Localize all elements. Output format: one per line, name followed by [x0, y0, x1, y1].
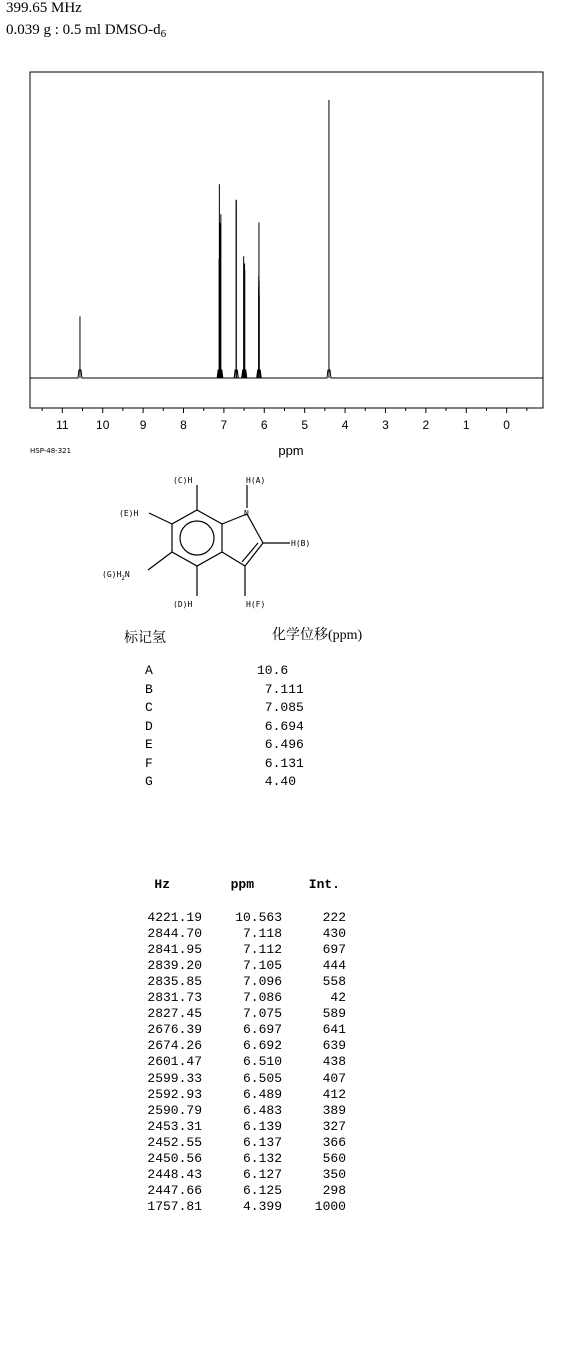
peak-row [0, 974, 570, 990]
peak-int: 589 [322, 1006, 346, 1022]
peak-hz: 2844.70 [147, 926, 202, 942]
peak-hz: 2839.20 [147, 958, 202, 974]
label-d-h: (D)H [173, 600, 193, 609]
peak-hz: 2676.39 [147, 1022, 202, 1038]
peak-ppm: 6.125 [242, 1182, 282, 1198]
peak-hz: 4221.19 [147, 910, 202, 925]
peak-ppm: 7.086 [242, 990, 282, 1006]
peak-row [0, 1006, 570, 1022]
peak-row [0, 1151, 570, 1167]
peak-row [0, 1167, 570, 1183]
x-tick-label: 11 [56, 418, 69, 432]
label-g-sub: 2 [121, 575, 125, 582]
peak-row [0, 1199, 570, 1215]
bond-nh2-g [148, 552, 172, 570]
bond-c3-c3a [222, 552, 245, 566]
assignment-label-header: 标记氢 [124, 631, 166, 646]
peak-int: 350 [322, 1166, 346, 1182]
sample-subscript: 6 [160, 28, 167, 40]
x-tick-label: 3 [382, 418, 389, 432]
peak-int: 430 [322, 926, 346, 942]
peak-hz: 2447.66 [147, 1182, 202, 1198]
x-axis-tick-labels [56, 418, 510, 432]
peak-int: 407 [322, 1070, 346, 1086]
label-h-b: H(B) [291, 539, 311, 548]
x-tick-label: 5 [301, 418, 309, 432]
peak-int: 42 [330, 990, 346, 1006]
x-tick-label: 9 [139, 418, 147, 432]
x-tick-label: 8 [180, 418, 187, 432]
peak-ppm: 10.563 [235, 910, 282, 925]
peak-hz: 2599.33 [147, 1070, 202, 1086]
peak-ppm: 6.505 [242, 1070, 282, 1086]
peak-int: 389 [322, 1102, 346, 1118]
peak-row [0, 990, 570, 1006]
x-tick-label: 0 [503, 418, 510, 432]
assignment-label: D [145, 718, 153, 734]
spectrum-trace [30, 370, 543, 378]
peak-ppm: 6.489 [242, 1086, 282, 1102]
peak-int: 697 [322, 942, 346, 958]
x-tick-label: 6 [260, 418, 268, 432]
peak-int: 438 [322, 1054, 346, 1070]
x-tick-label: 2 [422, 418, 430, 432]
plot-frame [30, 72, 543, 408]
peak-ppm: 6.137 [242, 1134, 282, 1150]
peak-header-hz: Hz [154, 877, 170, 892]
peak-hz: 2448.43 [147, 1166, 202, 1182]
assignment-shift: 7.111 [257, 681, 304, 697]
label-h-f: H(F) [246, 600, 266, 609]
peak-hz: 2452.55 [147, 1134, 202, 1150]
label-g-nh2 [102, 570, 130, 582]
spectrum-code: HSP-48-321 [30, 447, 72, 455]
peak-ppm: 7.105 [242, 958, 282, 974]
label-c-h: (C)H [173, 476, 193, 485]
peak-row [0, 1119, 570, 1135]
peak-int: 558 [322, 974, 346, 990]
peak-int: 641 [322, 1022, 346, 1038]
peak-int: 639 [322, 1038, 346, 1054]
assignment-shift: 6.496 [257, 737, 304, 752]
peak-hz: 1757.81 [147, 1198, 202, 1214]
x-axis-label: ppm [278, 443, 304, 458]
peak-series [80, 100, 329, 378]
peak-table-header [0, 877, 570, 895]
peak-hz: 2601.47 [147, 1054, 202, 1070]
structure-bonds [148, 485, 290, 596]
peak-row [0, 958, 570, 974]
peak-int: 298 [322, 1182, 346, 1198]
assignment-label: B [145, 681, 153, 697]
peak-ppm: 7.075 [242, 1006, 282, 1022]
assignment-label: A [145, 663, 153, 678]
x-axis-ticks [42, 408, 527, 413]
peak-int: 1000 [314, 1198, 346, 1214]
peak-row [0, 1022, 570, 1038]
peak-ppm: 7.112 [242, 942, 282, 958]
bond-h-e [149, 513, 172, 524]
peak-ppm: 4.399 [242, 1198, 282, 1214]
peak-ppm: 6.692 [242, 1038, 282, 1054]
x-tick-label: 7 [220, 418, 228, 432]
peak-int: 412 [322, 1086, 346, 1102]
peak-hz: 2827.45 [147, 1006, 202, 1022]
peak-hz: 2590.79 [147, 1102, 202, 1118]
assignment-shift: 7.085 [257, 700, 304, 715]
peak-ppm: 7.096 [242, 974, 282, 990]
peak-int: 327 [322, 1118, 346, 1134]
peak-row [0, 1071, 570, 1087]
peak-hz: 2841.95 [147, 942, 202, 958]
sample-text: 0.039 g : 0.5 ml DMSO-d [6, 22, 161, 38]
peak-hz: 2592.93 [147, 1086, 202, 1102]
bond-n-c2 [247, 514, 263, 543]
spectrometer-frequency: 399.65 MHz [6, 0, 82, 16]
peak-row [0, 1087, 570, 1103]
label-g-n: N [124, 570, 130, 579]
peak-hz: 2453.31 [147, 1118, 202, 1134]
peak-row [0, 1038, 570, 1054]
peak-row [0, 910, 570, 926]
peak-hz: 2835.85 [147, 974, 202, 990]
peak-int: 560 [322, 1150, 346, 1166]
assignment-label: C [145, 700, 153, 715]
nmr-spectrum-chart [0, 60, 570, 460]
sample-description [6, 22, 166, 39]
peak-row [0, 1103, 570, 1119]
peak-header-int: Int. [308, 877, 340, 892]
peak-ppm: 6.510 [242, 1054, 282, 1070]
peak-ppm: 6.127 [242, 1166, 282, 1182]
peak-ppm: 7.118 [242, 926, 282, 942]
label-g-h: (G)H [102, 570, 122, 579]
label-n: N [244, 509, 249, 518]
label-h-a: H(A) [246, 476, 266, 485]
peak-hz: 2831.73 [147, 990, 202, 1006]
peak-ppm: 6.483 [242, 1102, 282, 1118]
assignment-shift: 4.40 [257, 774, 297, 789]
peak-int: 444 [322, 958, 346, 974]
peak-int: 366 [322, 1134, 346, 1150]
peak-ppm: 6.132 [242, 1150, 282, 1166]
peak-hz: 2674.26 [147, 1038, 202, 1054]
x-tick-label: 10 [96, 418, 110, 432]
peak-row [0, 1054, 570, 1070]
peak-int: 222 [322, 910, 346, 925]
peak-row [0, 1135, 570, 1151]
assignment-shift: 6.694 [257, 718, 304, 734]
assignment-label: G [145, 774, 153, 789]
peak-ppm: 6.697 [242, 1022, 282, 1038]
label-e-h: (E)H [119, 509, 139, 518]
peak-row [0, 926, 570, 942]
aromatic-circle [180, 521, 214, 555]
peak-row [0, 1183, 570, 1199]
molecule-structure [95, 470, 355, 615]
assignment-shift-header: 化学位移(ppm) [272, 628, 363, 643]
assignment-label: E [145, 737, 153, 752]
assignment-label: F [145, 755, 153, 771]
peak-header-ppm: ppm [230, 877, 254, 892]
x-tick-label: 4 [341, 418, 349, 432]
x-tick-label: 1 [462, 418, 470, 432]
peak-row [0, 942, 570, 958]
assignment-shift: 6.131 [257, 755, 304, 771]
assignment-shift: 10.6 [257, 663, 289, 678]
peak-hz: 2450.56 [147, 1150, 202, 1166]
peak-ppm: 6.139 [242, 1118, 282, 1134]
